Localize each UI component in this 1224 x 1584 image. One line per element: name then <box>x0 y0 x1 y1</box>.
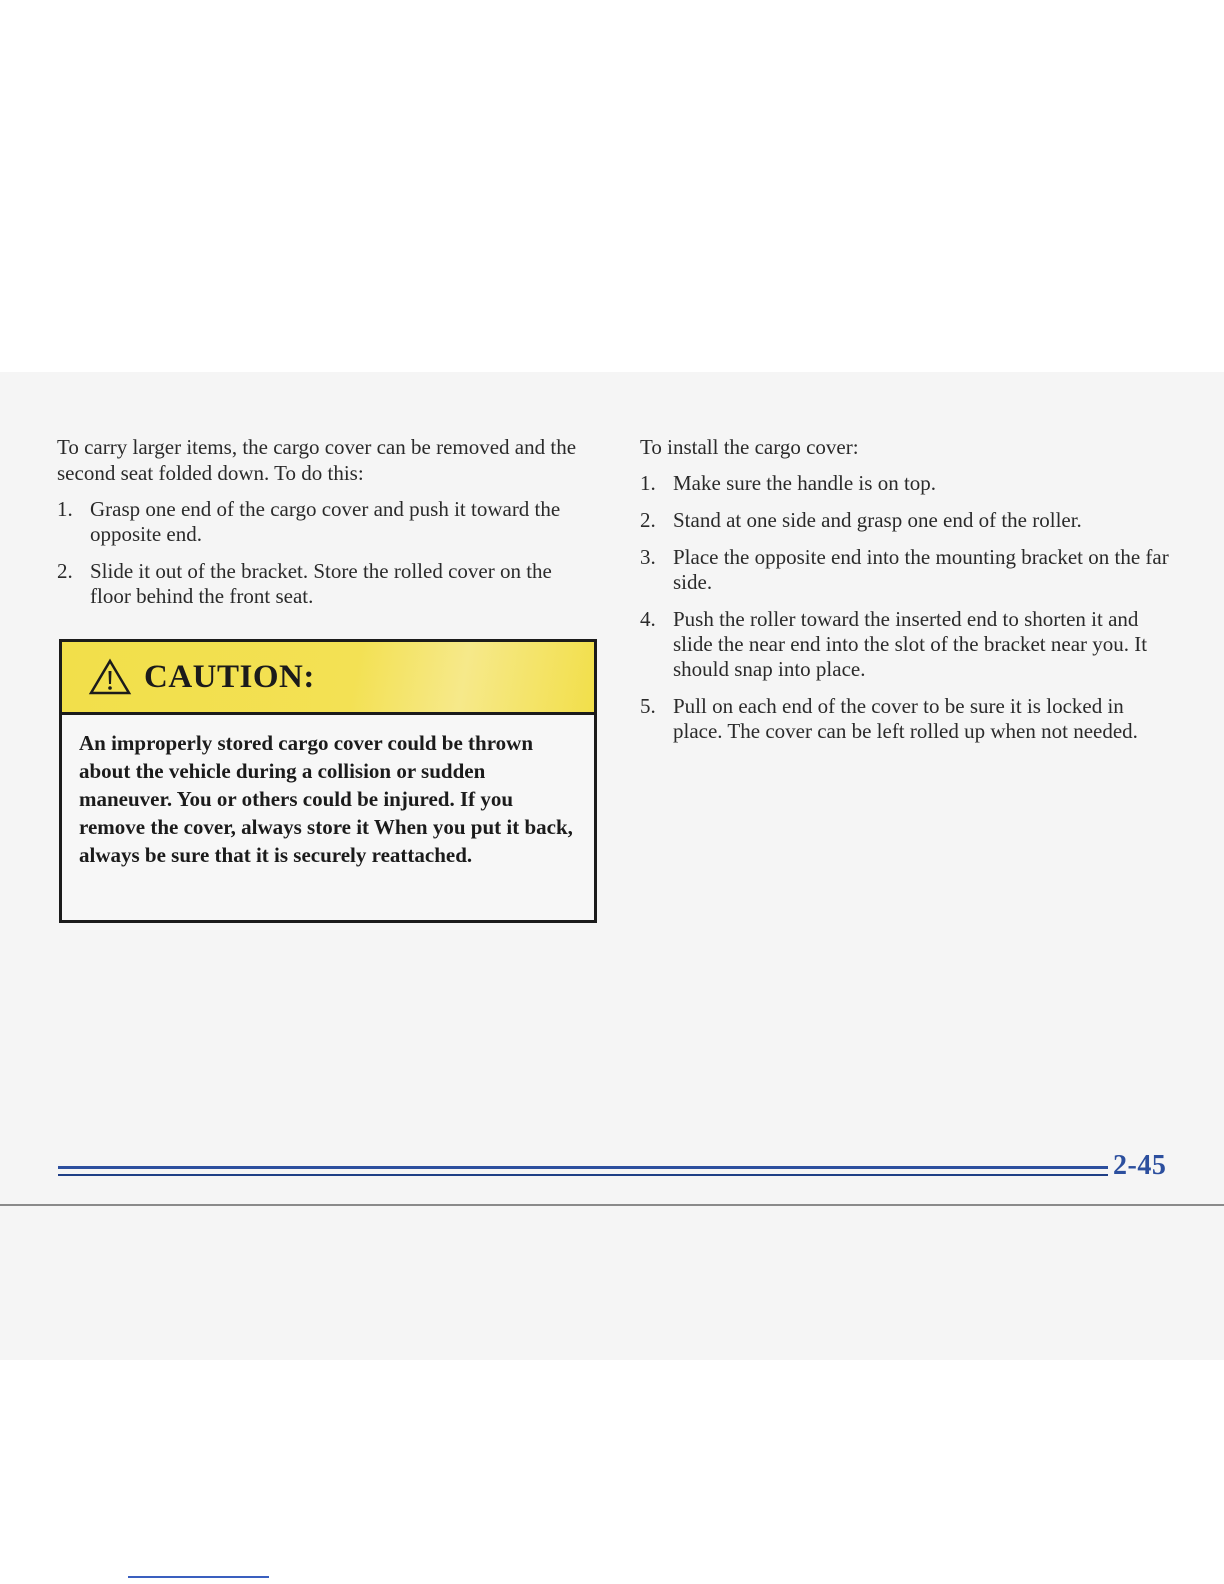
footer-rule-line <box>58 1166 1108 1169</box>
list-item <box>640 508 1170 533</box>
step-text: Make sure the handle is on top. <box>673 471 937 495</box>
step-text: Grasp one end of the cargo cover and push it toward the opposite end. <box>90 497 561 546</box>
step-number: 4. <box>640 607 656 631</box>
caution-box <box>59 639 597 923</box>
list-item <box>640 545 1170 595</box>
step-number: 1. <box>640 471 656 495</box>
step-text: Place the opposite end into the mounting bracket on the far side. <box>673 545 1169 594</box>
step-number: 2. <box>57 559 73 583</box>
left-column <box>57 434 592 621</box>
left-steps-list <box>57 497 592 609</box>
step-text: Pull on each end of the cover to be sure it is locked in place. The cover can be left rolled up when not needed. <box>673 694 1138 743</box>
list-item <box>640 607 1170 682</box>
right-steps-list <box>640 471 1170 744</box>
page-number: 2-45 <box>1113 1150 1167 1181</box>
step-text: Slide it out of the bracket. Store the rolled cover on the floor behind the front seat. <box>90 559 552 608</box>
right-column <box>640 434 1170 756</box>
left-intro: To carry larger items, the cargo cover can be removed and the second seat folded down. To do this: <box>57 435 577 485</box>
list-item <box>640 471 1170 496</box>
caution-title: CAUTION: <box>144 658 315 695</box>
caution-body: An improperly stored cargo cover could be thrown about the vehicle during a collision or sudden maneuver. You or others could be injured. If you remove the cover, always store it When you put it back, always be sure that it is securely reattached. <box>79 731 573 867</box>
step-number: 3. <box>640 545 656 569</box>
list-item <box>57 497 592 547</box>
divider <box>0 1204 1224 1206</box>
list-item <box>57 559 592 609</box>
step-number: 1. <box>57 497 73 521</box>
right-intro: To install the cargo cover: <box>640 435 859 459</box>
footer-rule-line <box>58 1174 1108 1176</box>
warning-triangle-icon <box>88 658 132 696</box>
step-text: Stand at one side and grasp one end of the roller. <box>673 508 1082 532</box>
list-item <box>640 694 1170 744</box>
step-number: 5. <box>640 694 656 718</box>
step-text: Push the roller toward the inserted end to shorten it and slide the near end into the slot of the bracket near you. It should snap into place. <box>673 607 1148 681</box>
divider <box>128 1576 269 1578</box>
caution-header <box>62 642 594 715</box>
step-number: 2. <box>640 508 656 532</box>
